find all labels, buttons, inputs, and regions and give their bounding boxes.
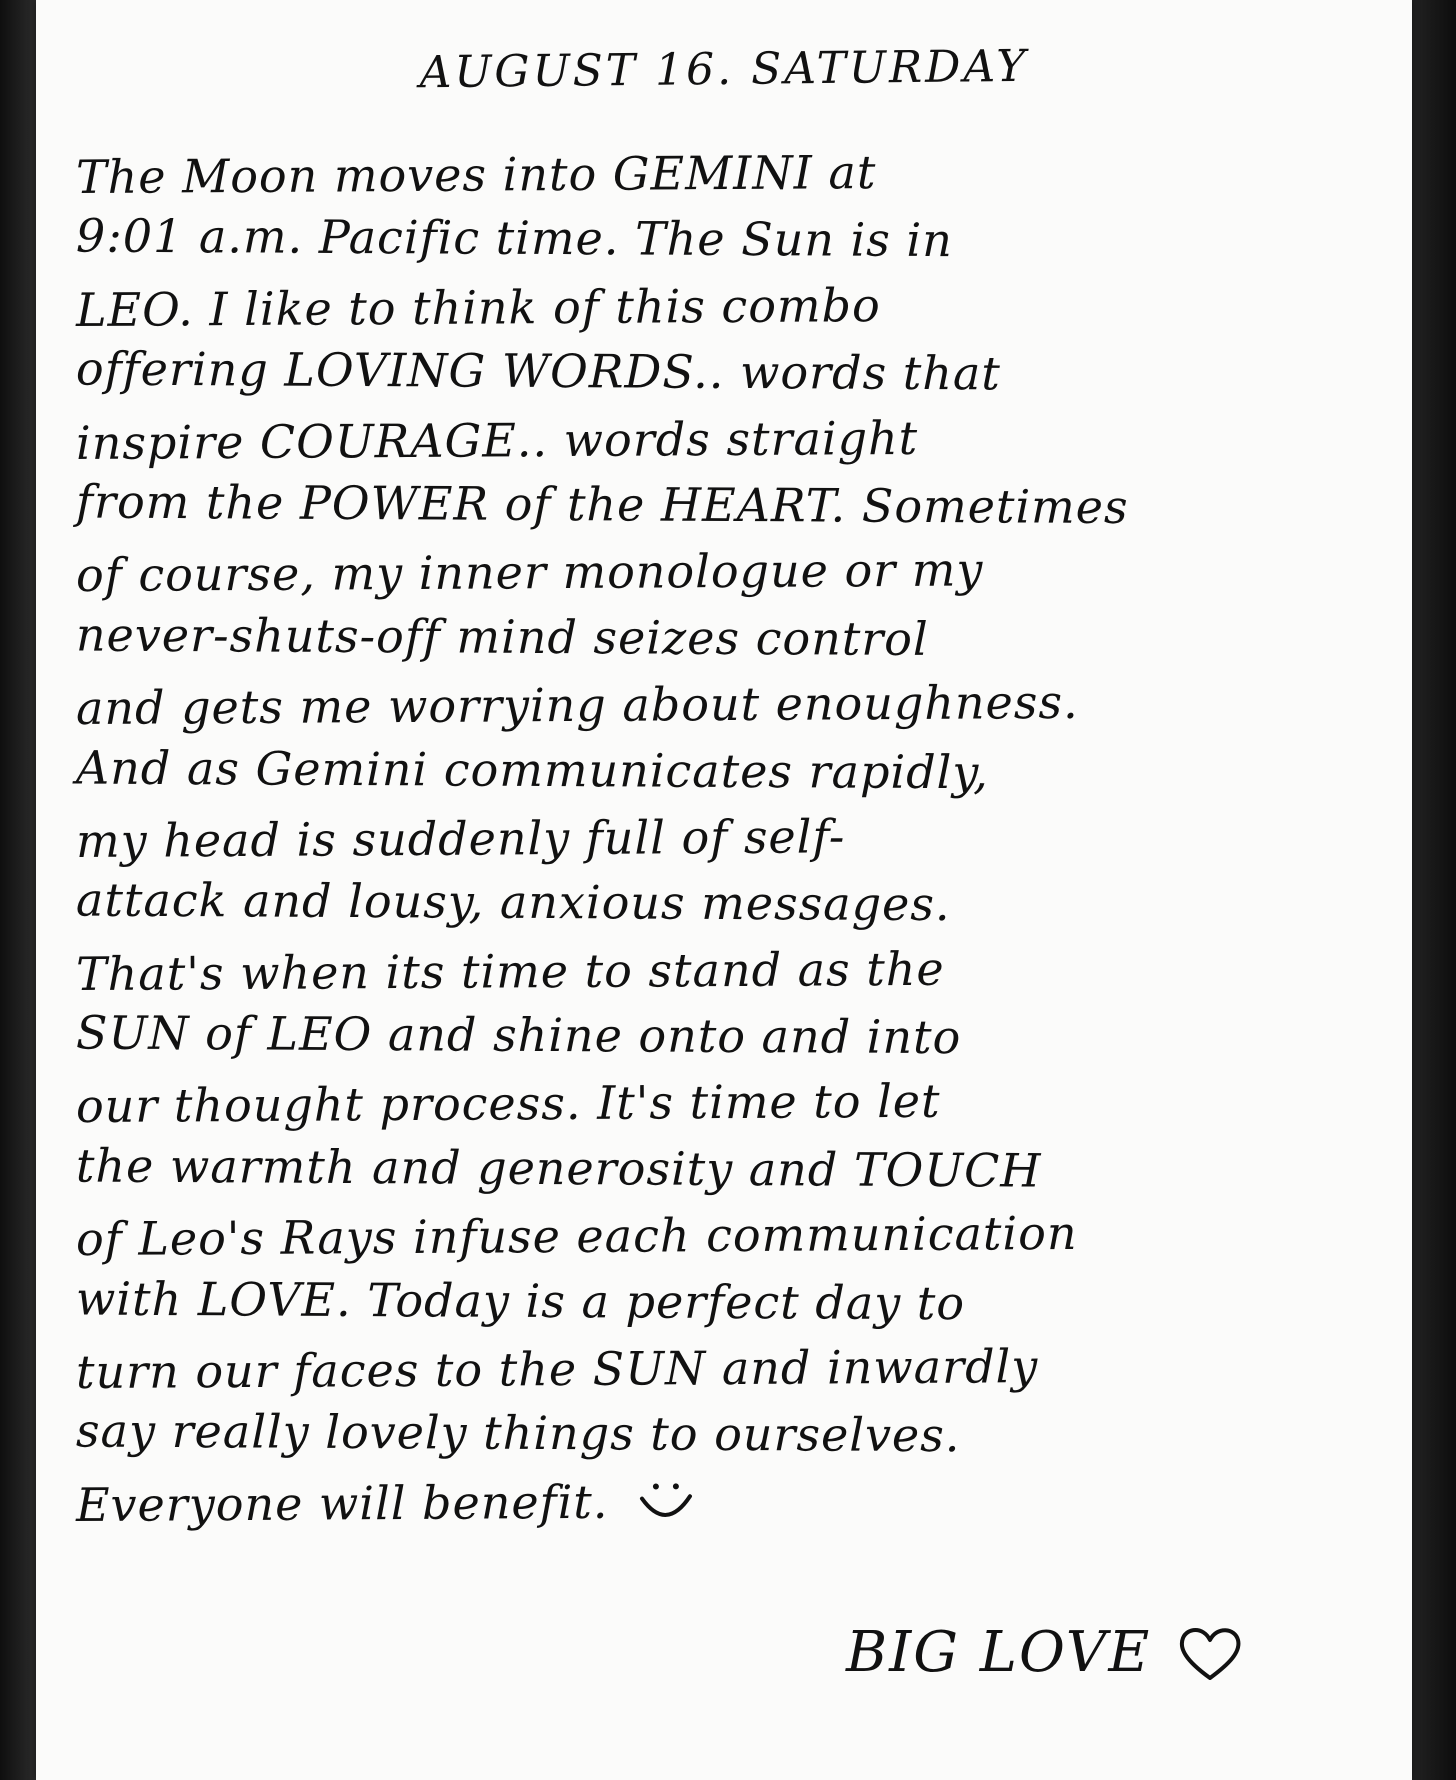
background-right-edge — [1412, 0, 1456, 1780]
note-line: and gets me worrying about enoughness. — [75, 675, 1079, 736]
note-line: of course, my inner monologue or my — [75, 542, 984, 603]
note-line: attack and lousy, anxious messages. — [75, 872, 951, 932]
note-last-line — [76, 1464, 1396, 1538]
handwritten-note-card — [36, 0, 1412, 1780]
note-line: That's when its time to stand as the — [75, 941, 945, 1001]
note-line: the warmth and generosity and TOUCH — [75, 1138, 1042, 1198]
note-line: my head is suddenly full of self- — [75, 809, 846, 868]
note-line: offering LOVING WORDS.. words that — [75, 341, 1001, 401]
signoff — [846, 1620, 1243, 1685]
signoff-text: BIG LOVE — [846, 1620, 1152, 1685]
note-date: AUGUST 16. SATURDAY — [419, 40, 1029, 99]
note-line: turn our faces to the SUN and inwardly — [75, 1339, 1039, 1400]
heart-icon — [1177, 1624, 1243, 1682]
note-line: with LOVE. Today is a perfect day to — [75, 1271, 966, 1330]
note-line: SUN of LEO and shine onto and into — [75, 1005, 962, 1065]
note-line: of Leo's Rays infuse each communication — [75, 1206, 1078, 1267]
note-line: say really lovely things to ourselves. — [75, 1403, 961, 1463]
smiley-face-icon — [636, 1476, 696, 1526]
note-line: Everyone will benefit. — [75, 1474, 609, 1532]
note-line: The Moon moves into GEMINI at — [75, 145, 877, 205]
note-line: 9:01 a.m. Pacific time. The Sun is in — [75, 208, 953, 268]
background-left-edge — [0, 0, 36, 1780]
note-line: inspire COURAGE.. words straight — [75, 410, 919, 470]
note-line: never-shuts-off mind seizes control — [75, 607, 929, 666]
note-line: our thought process. It's time to let — [75, 1074, 941, 1134]
note-line: from the POWER of the HEART. Sometimes — [75, 474, 1129, 535]
note-line: And as Gemini communicates rapidly, — [75, 740, 989, 799]
note-body — [76, 140, 1396, 1534]
note-line: LEO. I like to think of this combo — [75, 277, 881, 337]
